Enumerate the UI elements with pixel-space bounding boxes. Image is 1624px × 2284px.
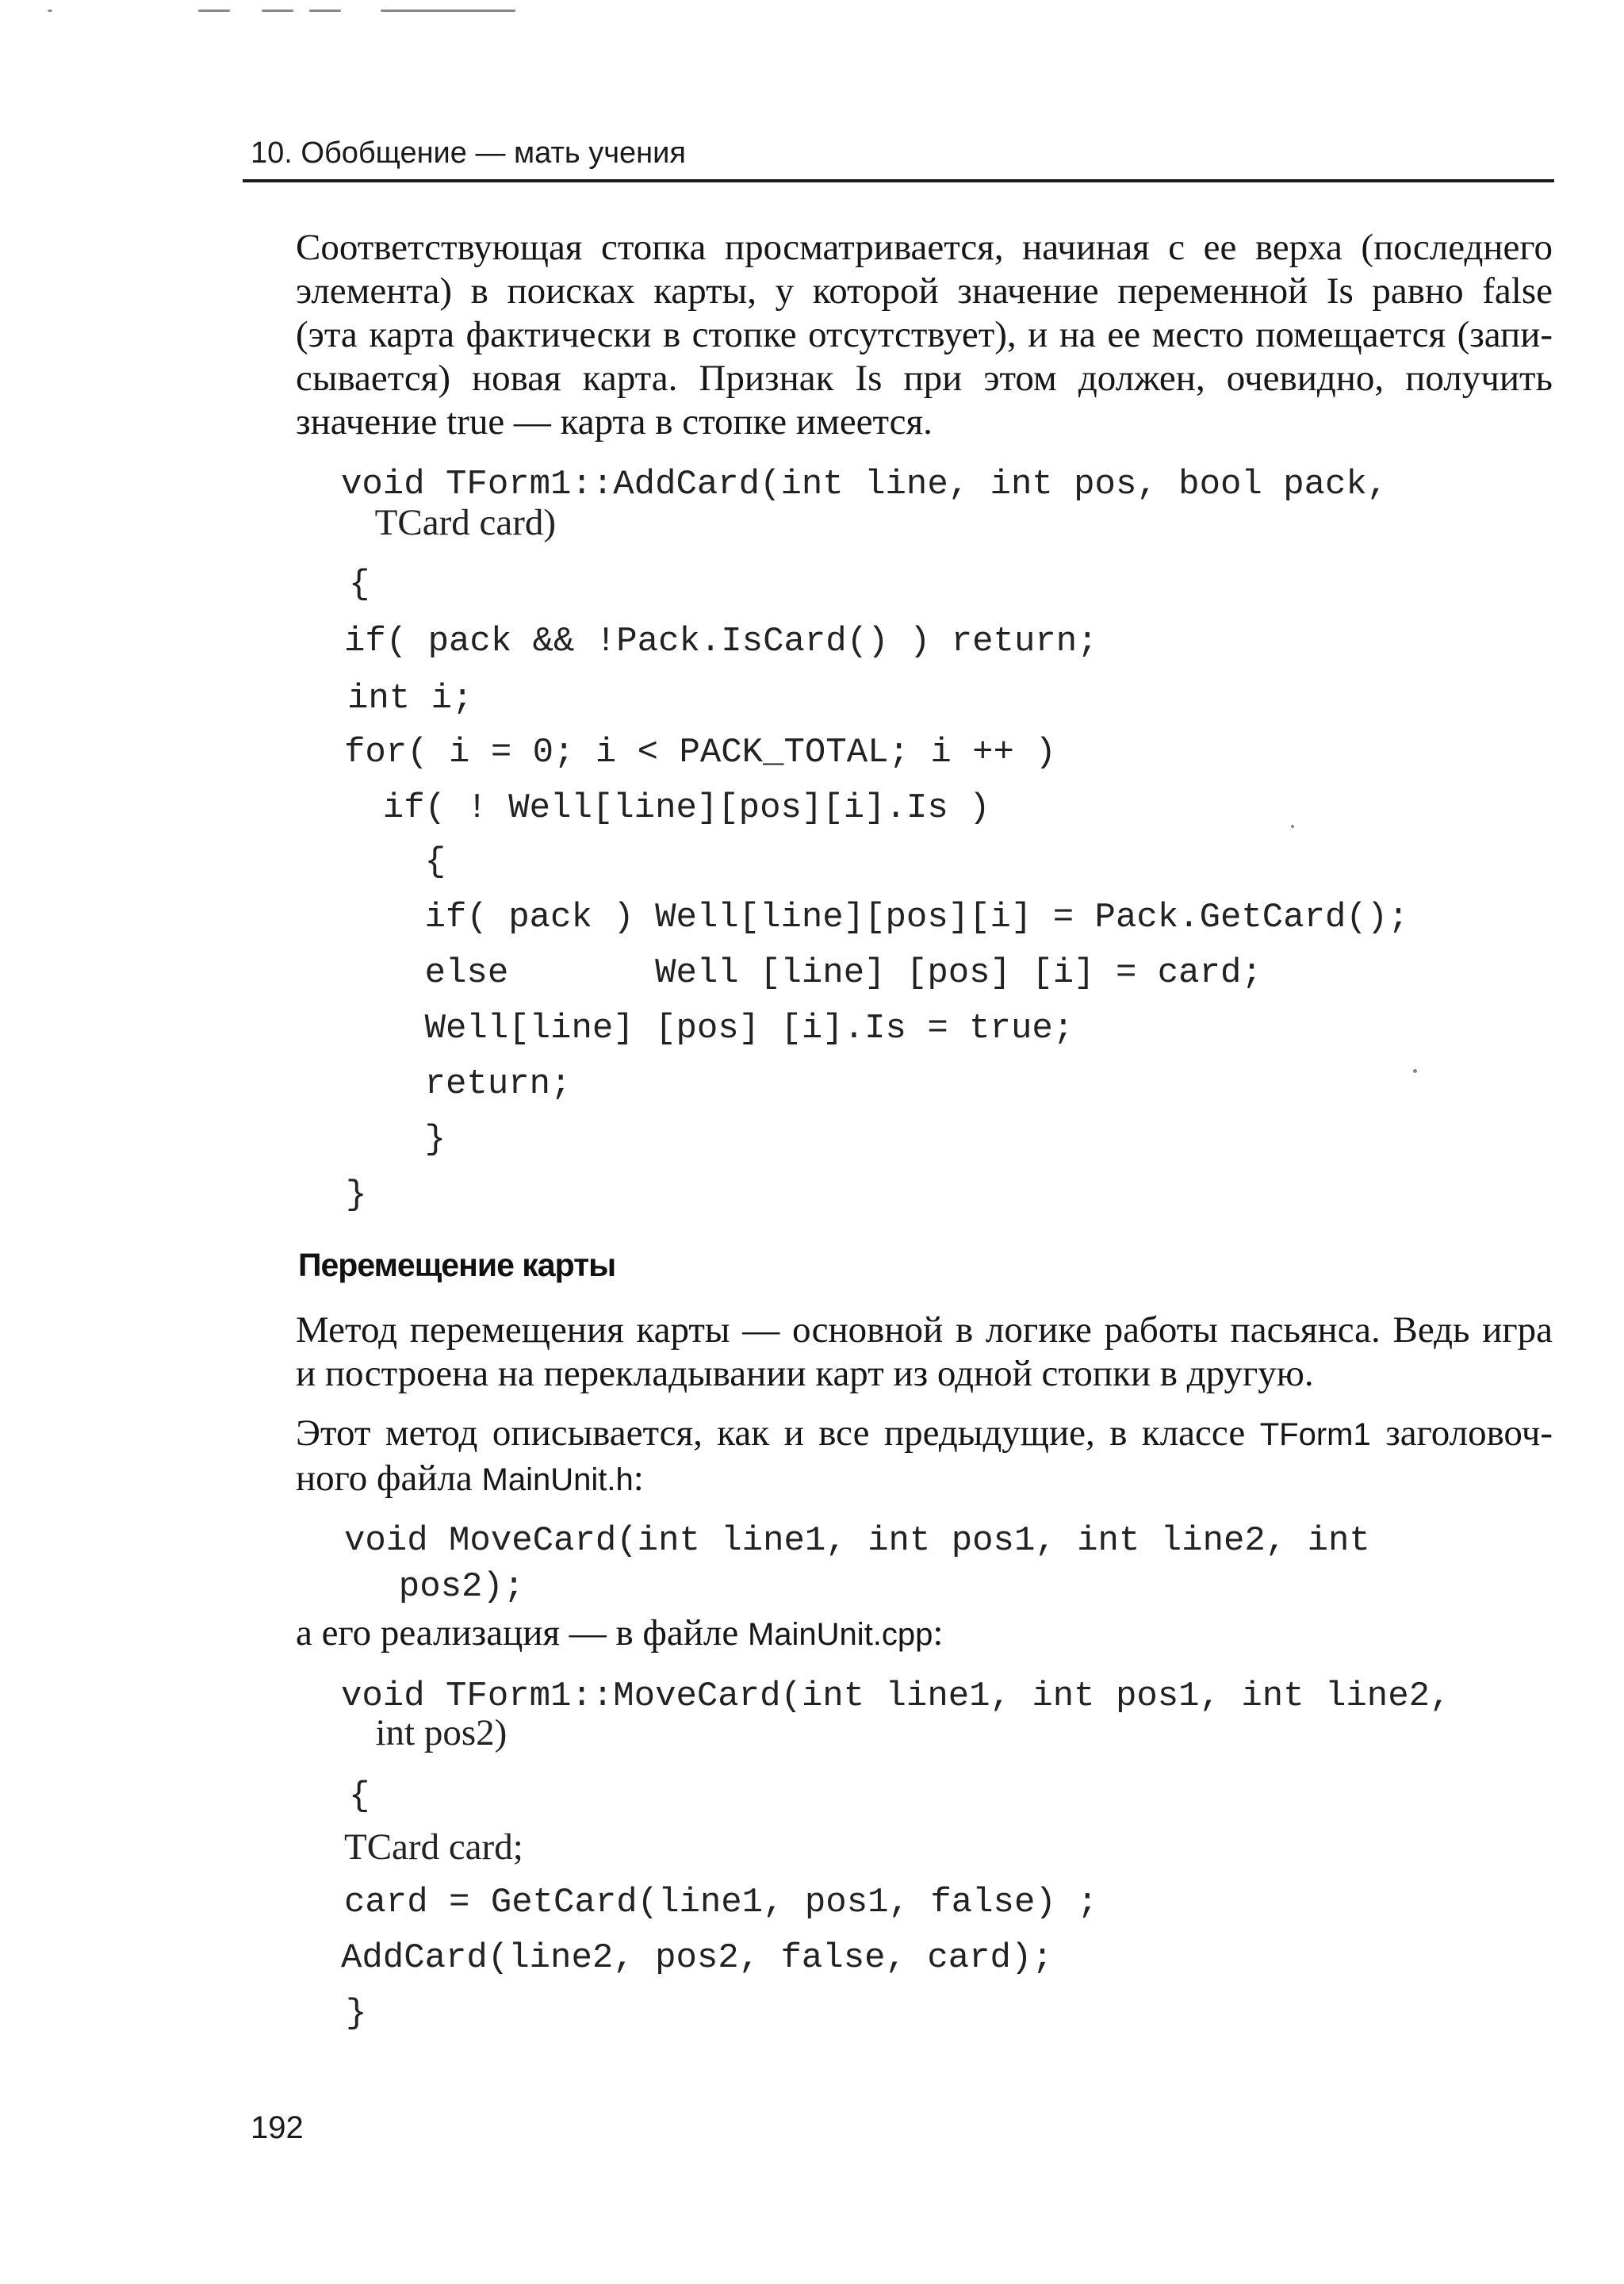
section-heading: Перемещение карты [298, 1247, 616, 1283]
implementation-intro [296, 1611, 1553, 1657]
code-line: if( pack ) Well[line][pos][i] = Pack.GetCard(); [341, 898, 1409, 937]
paragraph-line [296, 1457, 1553, 1502]
code-line: if( pack && !Pack.IsCard() ) return; [344, 622, 1098, 661]
code-line: return; [341, 1064, 572, 1104]
paragraph-text: заголовоч- [1370, 1412, 1553, 1454]
page-number: 192 [251, 2110, 304, 2145]
paragraph-line [296, 1611, 1553, 1657]
code-line: { [349, 565, 370, 604]
paragraph-line: (эта карта фактически в стопке отсутствует), и на ее место помещается (запи- [296, 314, 1553, 355]
section-paragraph-class [296, 1412, 1553, 1502]
code-line: } [341, 1120, 446, 1159]
section-paragraph [296, 1309, 1553, 1396]
paragraph-text: : [633, 1458, 644, 1499]
file-name: MainUnit.h [481, 1462, 634, 1497]
code-line: } [346, 1175, 367, 1215]
code-line: TCard card; [344, 1826, 523, 1868]
paragraph-text: : [933, 1612, 944, 1654]
paragraph-line: Метод перемещения карты — основной в логике работы пасьянса. Ведь игра [296, 1309, 1553, 1351]
code-line: else Well [line] [pos] [i] = card; [341, 953, 1262, 993]
scan-speck [48, 10, 52, 12]
code-line: TCard card) [357, 502, 556, 543]
code-line: { [341, 842, 446, 882]
scan-speck [309, 10, 341, 12]
code-line: int pos2) [357, 1712, 508, 1753]
scan-speck [262, 10, 293, 12]
header-rule [243, 179, 1554, 182]
code-line: card = GetCard(line1, pos1, false) ; [344, 1883, 1098, 1922]
code-line: { [349, 1776, 370, 1816]
paragraph-text: ного файла [296, 1458, 482, 1499]
scan-speck [1291, 825, 1294, 828]
code-line: void TForm1::AddCard(int line, int pos, bool pack, [341, 465, 1388, 504]
paragraph-text: а его реализация — в файле [296, 1612, 748, 1654]
code-line: Well[line] [pos] [i].Is = true; [341, 1009, 1074, 1048]
code-line: pos2); [357, 1567, 525, 1607]
code-line: AddCard(line2, pos2, false, card); [341, 1938, 1053, 1978]
code-line: void TForm1::MoveCard(int line1, int pos1, int line2, [341, 1677, 1451, 1716]
paragraph-text: Этот метод описывается, как и все предыдущие, в классе [296, 1412, 1260, 1454]
code-line: if( ! Well[line][pos][i].Is ) [341, 788, 990, 828]
scan-speck [381, 10, 515, 12]
code-line: } [346, 1994, 367, 2033]
paragraph-line: и построена на перекладывании карт из одной стопки в другую. [296, 1353, 1314, 1394]
code-line: for( i = 0; i < PACK_TOTAL; i ++ ) [344, 733, 1056, 772]
paragraph-line [296, 1412, 1553, 1457]
class-name: TForm1 [1259, 1417, 1371, 1452]
paragraph-line: элемента) в поисках карты, у которой значение переменной Is равно false [296, 270, 1553, 312]
paragraph-line: Соответствующая стопка просматривается, начиная с ее верха (последнего [296, 227, 1553, 268]
file-name: MainUnit.cpp [747, 1617, 933, 1652]
code-line: int i; [347, 679, 473, 719]
paragraph-line: сывается) новая карта. Признак Is при этом должен, очевидно, получить [296, 358, 1553, 399]
paragraph-line: значение true — карта в стопке имеется. [296, 401, 933, 443]
scan-speck [1413, 1069, 1417, 1073]
code-line: void MoveCard(int line1, int pos1, int line2, int [344, 1521, 1370, 1561]
intro-paragraph [296, 226, 1553, 444]
scan-speck [198, 10, 230, 12]
running-header: 10. Обобщение — мать учения [251, 136, 686, 170]
